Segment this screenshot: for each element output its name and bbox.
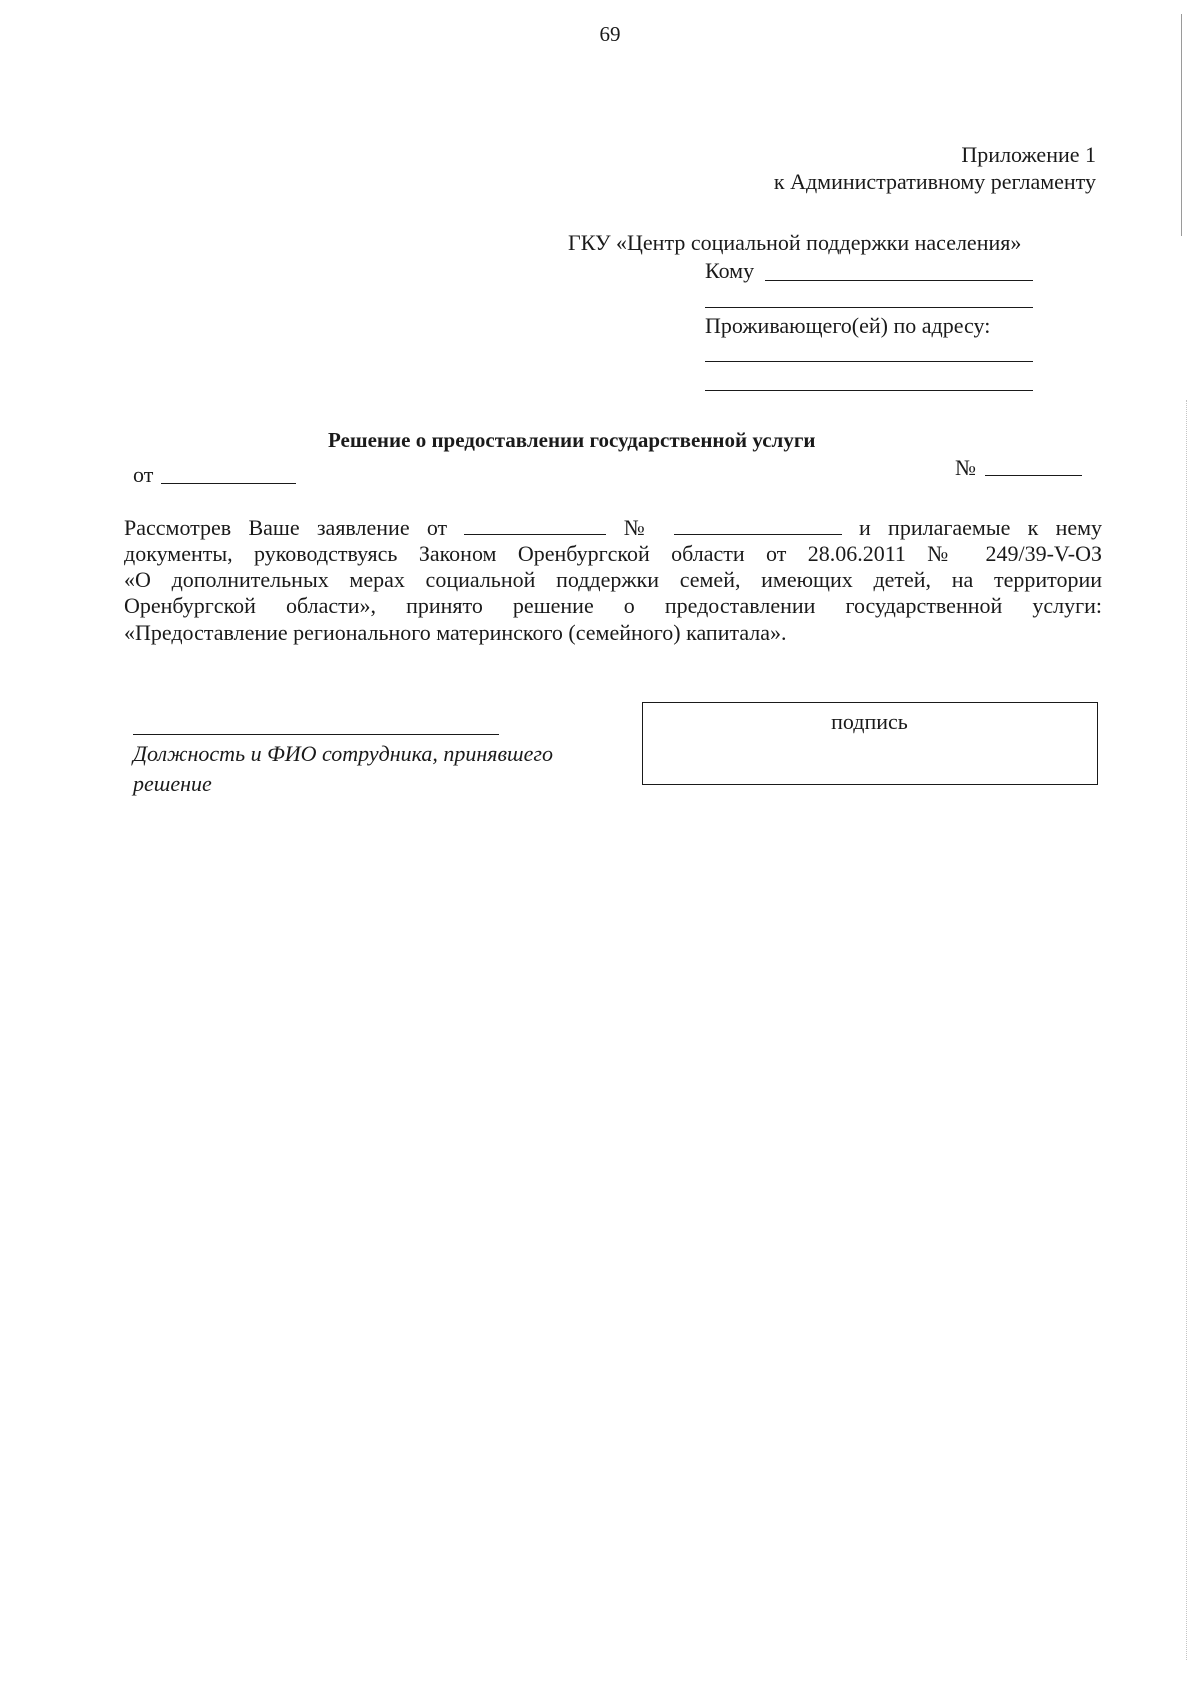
recipient-organization: ГКУ «Центр социальной поддержки населения» xyxy=(568,230,1022,255)
recipient-to-label: Кому xyxy=(705,258,755,283)
recipient-address-label: Проживающего(ей) по адресу: xyxy=(705,313,991,338)
scan-edge-line xyxy=(1181,14,1182,236)
body-line-4: Оренбургской области», принято решение о предоставлении государственной услуги: xyxy=(124,593,1102,618)
appendix-line-1: Приложение 1 xyxy=(961,142,1096,167)
recipient-name-blank-2 xyxy=(705,307,1033,308)
decision-date-blank xyxy=(161,483,296,484)
address-blank-2 xyxy=(705,390,1033,391)
application-date-blank xyxy=(464,516,606,535)
decision-from-label: от xyxy=(133,462,154,487)
signature-box-label: подпись xyxy=(831,709,908,734)
employee-label-line-2: решение xyxy=(133,771,212,796)
body-line-1 xyxy=(124,515,1102,541)
page-number: 69 xyxy=(599,22,621,46)
decision-number-label: № xyxy=(955,455,976,480)
employee-label-line-1: Должность и ФИО сотрудника, принявшего xyxy=(133,741,553,766)
scan-edge-dots xyxy=(1186,400,1187,1660)
body-line-1-start: Рассмотрев Ваше заявление от xyxy=(124,515,448,540)
appendix-line-2: к Административному регламенту xyxy=(773,169,1096,194)
body-line-1-end: и прилагаемые к нему xyxy=(859,515,1103,540)
decision-title: Решение о предоставлении государственной услуги xyxy=(328,428,816,452)
employee-signature-blank xyxy=(133,734,499,735)
address-blank-1 xyxy=(705,361,1033,362)
decision-number-blank xyxy=(985,475,1082,476)
body-line-3: «О дополнительных мерах социальной поддержки семей, имеющих детей, на территории xyxy=(124,567,1102,592)
recipient-name-blank xyxy=(765,280,1033,281)
body-line-5: «Предоставление регионального материнского (семейного) капитала». xyxy=(124,620,787,645)
signature-box xyxy=(642,702,1098,785)
body-line-1-number-label: № xyxy=(623,515,657,540)
application-number-blank xyxy=(674,516,842,535)
body-line-2: документы, руководствуясь Законом Оренбургской области от 28.06.2011 № 249/39-V-ОЗ xyxy=(124,541,1102,566)
